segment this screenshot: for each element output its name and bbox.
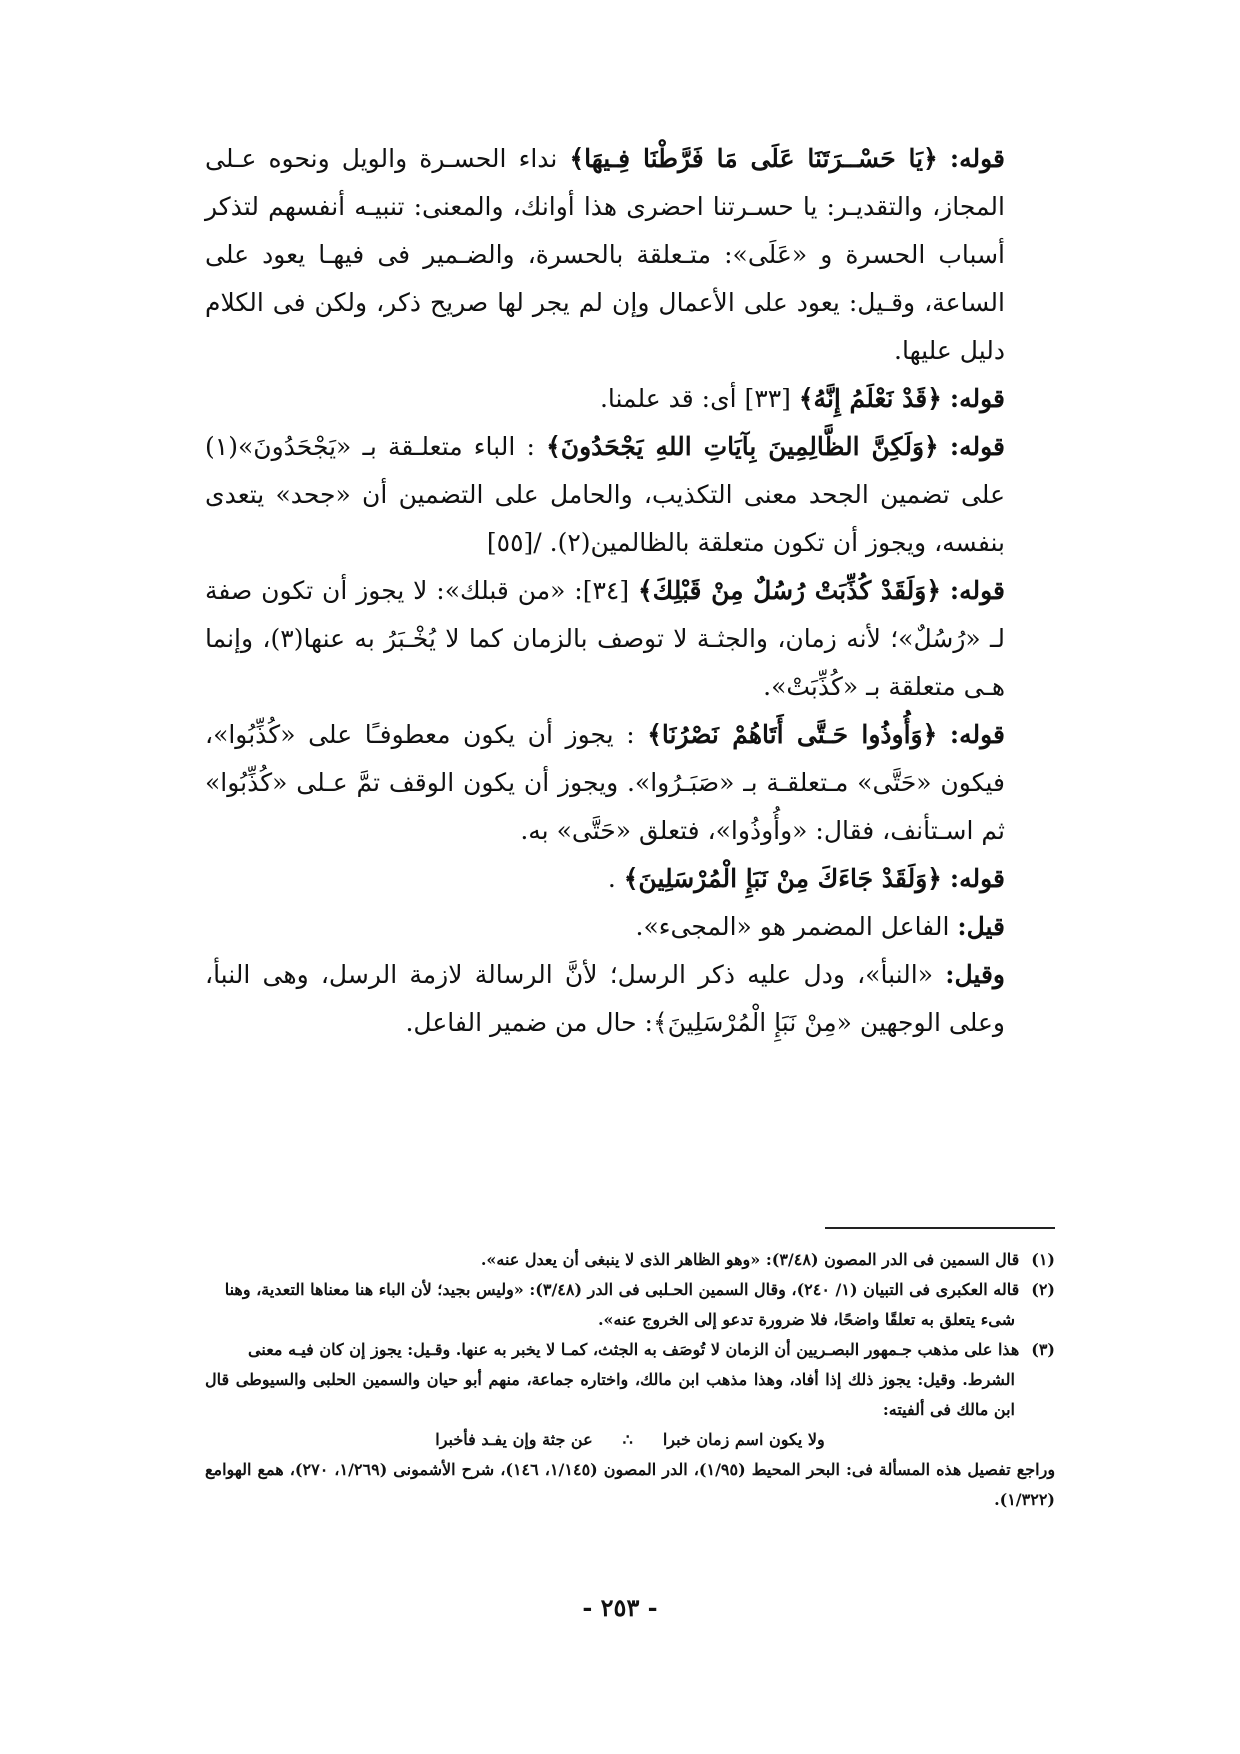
- paragraph-4: [205, 567, 1055, 711]
- quran-verse: ﴿وَلَكِنَّ الظَّالِمِينَ بِآيَاتِ اللهِ يَجْحَدُونَ﴾: [546, 432, 939, 461]
- paragraph-8: [205, 951, 1055, 1047]
- main-text: [205, 135, 1055, 1047]
- lead-label: وقيل:: [945, 960, 1005, 989]
- lead-label: قوله:: [949, 576, 1005, 605]
- footnote-1: [205, 1245, 1055, 1275]
- footnote-3-continuation: الشرط. وقيل: يجوز ذلك إذا أفاد، وهذا مذهب ابن مالك، واختاره جماعة، منهم أبو حيان والسمين الحلبى والسيوطى قال ابن مالك فى ألفيته:: [205, 1370, 1015, 1419]
- lead-label: قيل:: [957, 912, 1005, 941]
- commentary-text: «النبأ»، ودل عليه ذكر الرسل؛ لأنَّ الرسالة لازمة الرسل، وهى النبأ، وعلى الوجهين «مِنْ نَبَإِ الْمُرْسَلِينَ﴾: حال من ضمير الفاعل.: [205, 960, 1005, 1037]
- footnote-number: (١): [1031, 1250, 1055, 1269]
- commentary-text: : يجوز أن يكون معطوفـًا على «كُذِّبُوا»، فيكون «حَتَّى» مـتعلقـة بـ «صَبَـرُوا». ويجوز أن يكون الوقف تمَّ عـلى «كُذِّبُوا» ثم اسـتأنف، فقال: «وأُوذُوا»، فتعلق «حَتَّى» به.: [205, 720, 1005, 845]
- poetry-verse: [205, 1425, 1055, 1455]
- paragraph-1: [205, 135, 1055, 375]
- quran-verse: ﴿يَا حَسْــرَتَنَا عَلَى مَا فَرَّطْنَا فِـيهَا﴾: [569, 144, 938, 173]
- paragraph-2: [205, 375, 1055, 423]
- quran-verse: ﴿قَدْ نَعْلَمُ إِنَّهُ﴾: [798, 384, 942, 413]
- verse-second-hemistich: عن جثة وإن يفـد فأخبرا: [435, 1430, 593, 1449]
- commentary-text: نداء الحسـرة والويل ونحوه عـلى المجاز، والتقديـر: يا حسـرتنا احضرى هذا أوانك، والمعنى: تنبيـه أنفسهم لتذكر أسباب الحسرة و «عَلَى»: متـعلقة بالحسرة، والضـمير فى فيهـا يعود على الساعة، وقـيل: يعود على الأعمال وإن لم يجر لها صريح ذكر، ولكن فى الكلام دليل عليها.: [205, 144, 1005, 365]
- commentary-text: .: [607, 864, 616, 893]
- verse-first-hemistich: ولا يكون اسم زمان خبرا: [662, 1430, 825, 1449]
- commentary-text: : الباء متعلـقة بـ «يَجْحَدُونَ»(١) على تضمين الجحد معنى التكذيب، والحامل على التضمين أن «جحد» يتعدى بنفسه، ويجوز أن تكون متعلقة بالظالمين(٢). /[٥٥]: [205, 432, 1005, 557]
- footnote-text: قاله العكبرى فى التبيان (١/ ٢٤٠)، وقال السمين الحـلبى فى الدر (٣/٤٨): «وليس بجيد؛ لأن الباء هنا معناها التعدية، وهنا: [224, 1280, 1020, 1299]
- page-number: - ٢٥٣ -: [582, 1593, 658, 1622]
- footnote-number: (٢): [1031, 1280, 1055, 1299]
- commentary-text: الفاعل المضمر هو «المجىء».: [635, 912, 950, 941]
- footnote-text: هذا على مذهب جـمهور البصـريين أن الزمان لا تُوصَف به الجثث، كمـا لا يخبر به عنها. وقـيل: يجوز إن كان فيـه معنى: [248, 1340, 1020, 1359]
- lead-label: قوله:: [949, 720, 1005, 749]
- commentary-text: [٣٣] أى: قد علمنا.: [599, 384, 791, 413]
- footnote-3: [205, 1335, 1055, 1365]
- quran-verse: ﴿وَأُوذُوا حَـتَّى أَتَاهُمْ نَصْرُنَا﴾: [647, 720, 938, 749]
- commentary-text: [٣٤]: «من قبلك»: لا يجوز أن تكون صفة لـ «رُسُلٌ»؛ لأنه زمان، والجثـة لا توصف بالزمان كما لا يُخْـبَرُ به عنها(٣)، وإنما هـى متعلقة بـ «كُذِّبَتْ».: [205, 576, 1005, 701]
- lead-label: قوله:: [949, 432, 1006, 461]
- footnote-2-continuation: شىء يتعلق به تعلقًا واضحًا، فلا ضرورة تدعو إلى الخروج عنه».: [597, 1310, 1015, 1329]
- verse-separator: ∴: [622, 1430, 633, 1449]
- lead-label: قوله:: [949, 144, 1005, 173]
- footnote-number: (٣): [1031, 1340, 1055, 1359]
- paragraph-5: [205, 711, 1055, 855]
- lead-label: قوله:: [949, 384, 1005, 413]
- paragraph-6: [205, 855, 1055, 903]
- paragraph-7: [205, 903, 1055, 951]
- lead-label: قوله:: [949, 864, 1005, 893]
- footnote-3-references: وراجع تفصيل هذه المسألة فى: البحر المحيط (١/٩٥)، الدر المصون (١/١٤٥، ١٤٦)، شرح الأشمونى (١/٢٦٩، ٢٧٠)، همع الهوامع (١/٣٢٢).: [205, 1460, 1056, 1509]
- footnote-divider: [825, 1227, 1055, 1229]
- footnote-text: قال السمين فى الدر المصون (٣/٤٨): «وهو الظاهر الذى لا ينبغى أن يعدل عنه».: [480, 1250, 1020, 1269]
- quran-verse: ﴿وَلَقَدْ كُذِّبَتْ رُسُلٌ مِنْ قَبْلِكَ﴾: [638, 576, 941, 605]
- paragraph-3: [205, 423, 1055, 567]
- quran-verse: ﴿وَلَقَدْ جَاءَكَ مِنْ نَبَإِ الْمُرْسَلِينَ﴾: [623, 864, 942, 893]
- footnote-2: [205, 1275, 1055, 1305]
- footnotes: [205, 1245, 1055, 1515]
